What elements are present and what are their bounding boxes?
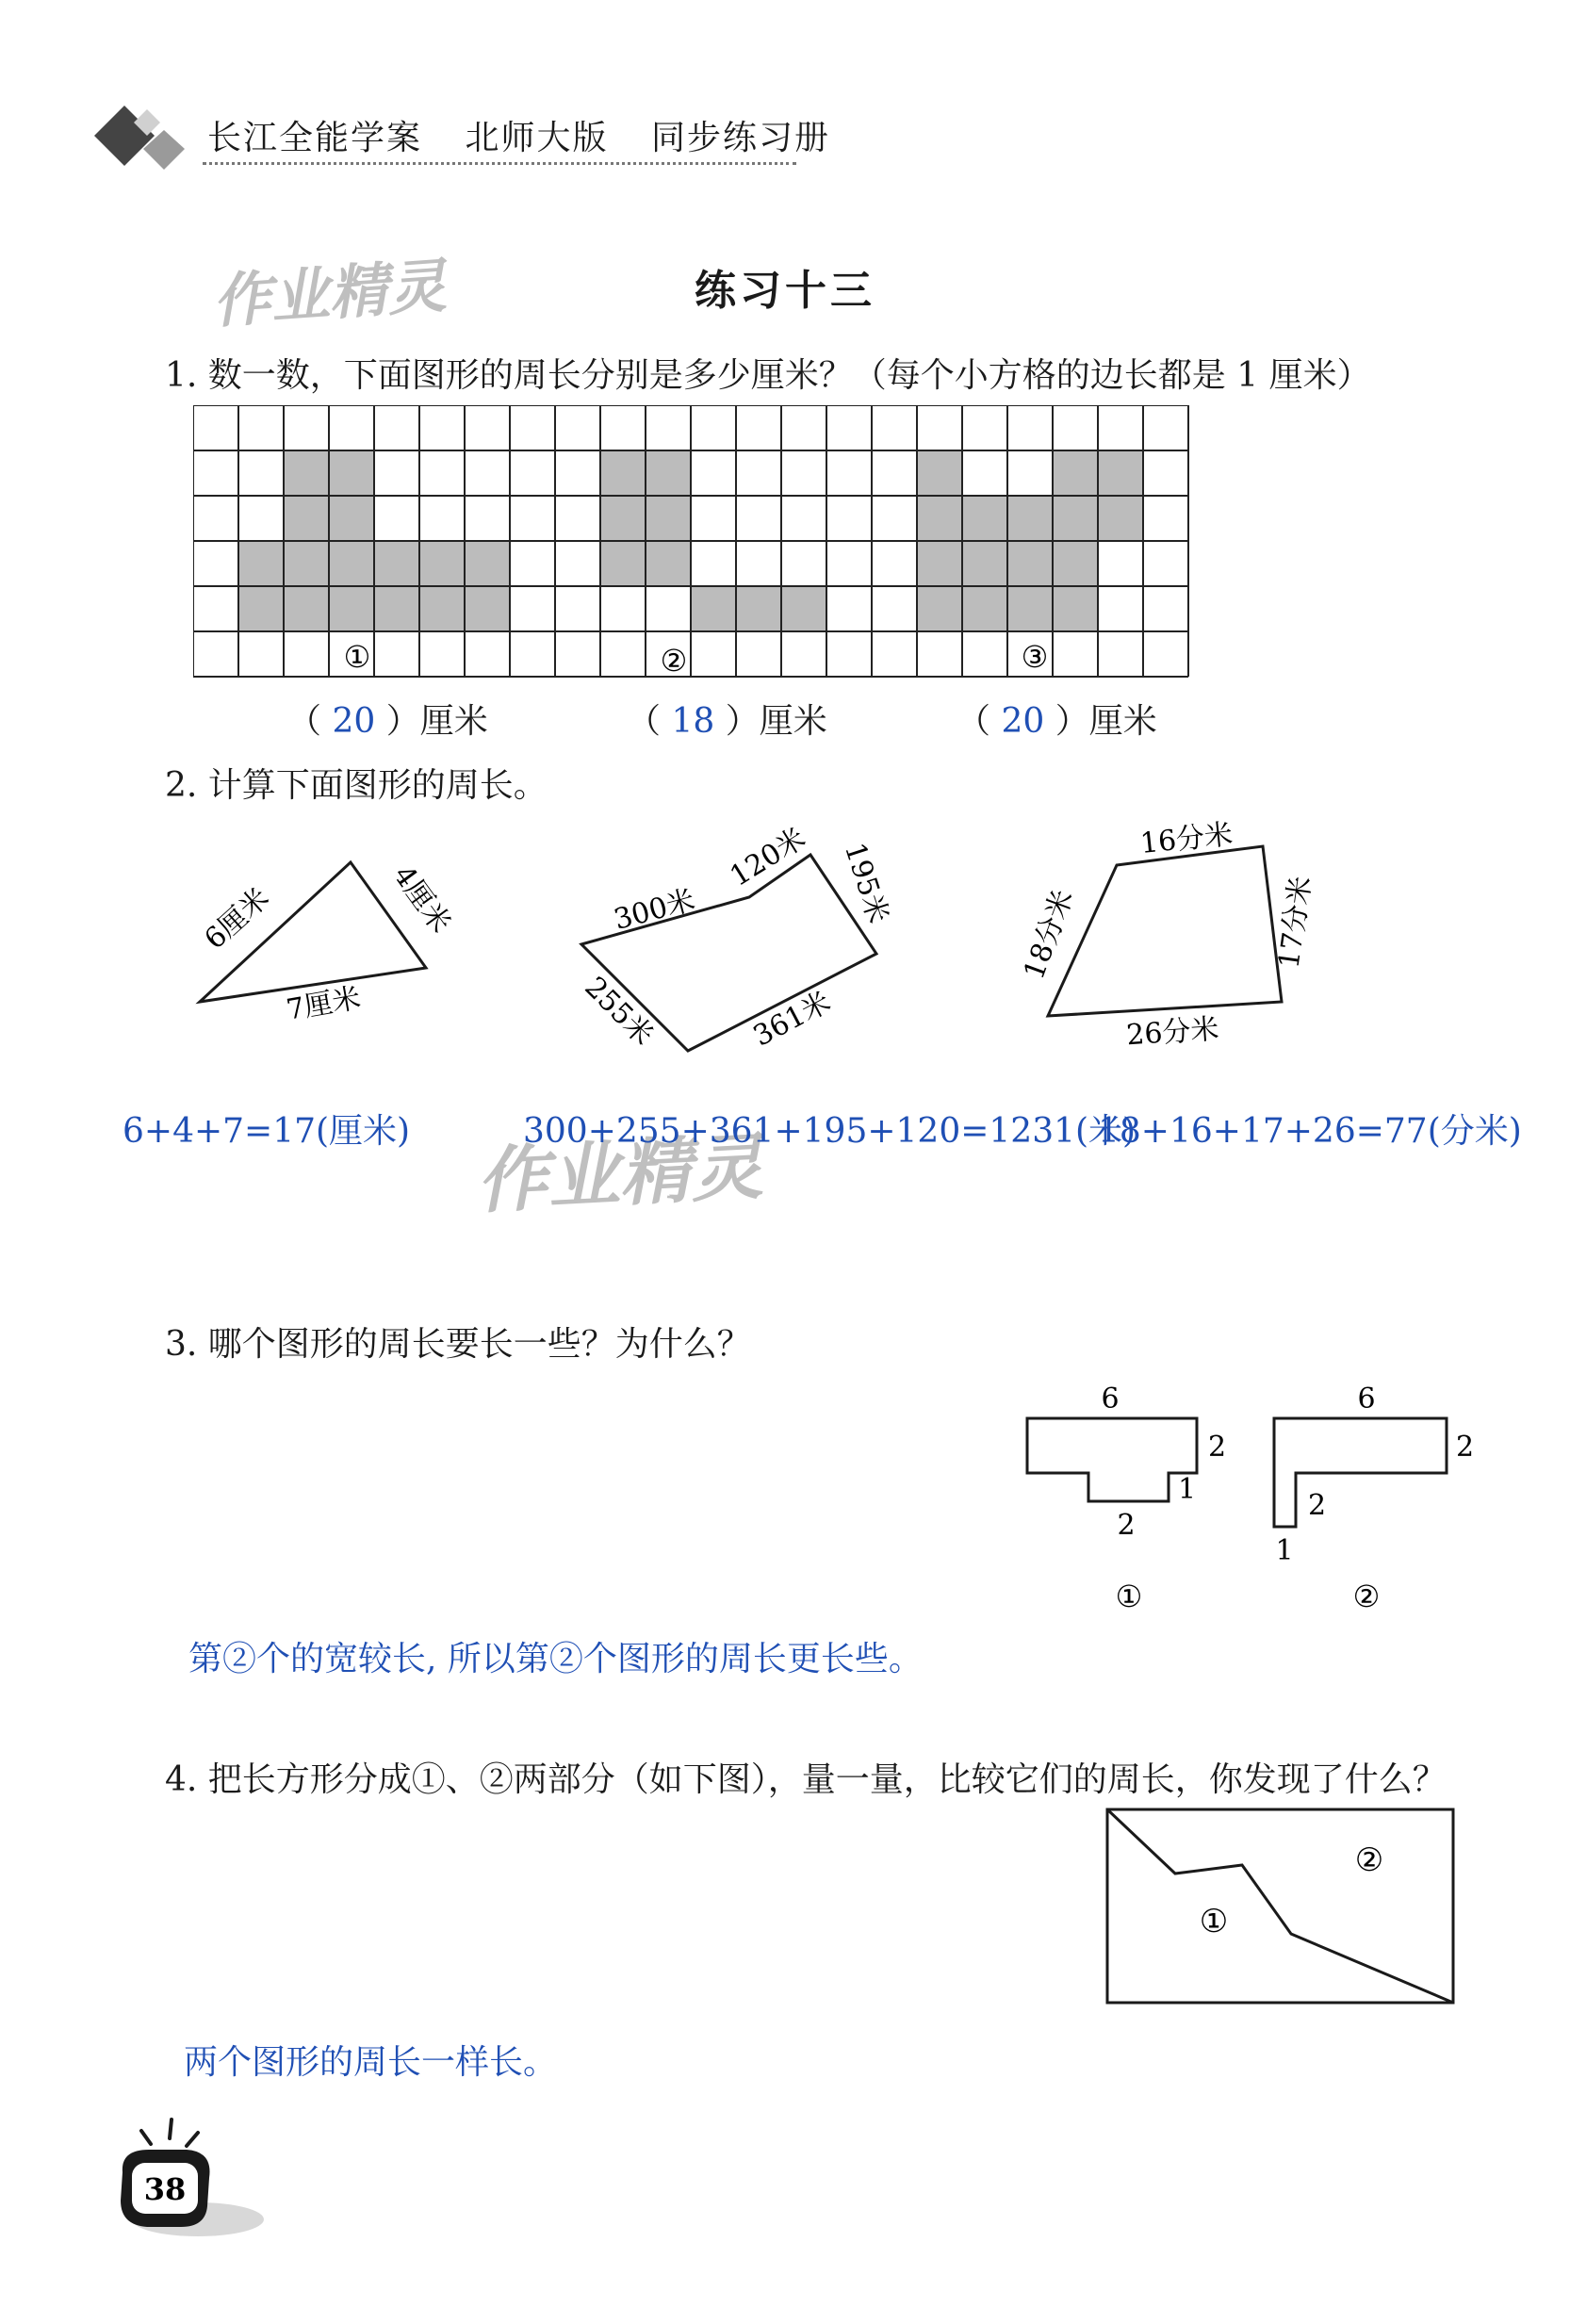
quad-side-bottom: 26分米 bbox=[1125, 1012, 1220, 1053]
triangle-figure bbox=[199, 859, 458, 1027]
header-edition: 北师大版 bbox=[465, 119, 609, 157]
triangle-side-a: 6厘米 bbox=[198, 881, 276, 957]
pentagon-side-3: 195米 bbox=[837, 839, 895, 927]
quad-side-right: 17分米 bbox=[1272, 874, 1318, 971]
q3-fig2-inner: 2 bbox=[1308, 1489, 1327, 1522]
diamond-icon bbox=[94, 106, 185, 170]
triangle-side-c: 7厘米 bbox=[284, 981, 364, 1027]
q3-figures bbox=[989, 1371, 1517, 1626]
q1-answer-2: （ 18 ）厘米 bbox=[627, 702, 827, 741]
q2-answer-2: 300+255+361+195+120=1231(米) bbox=[523, 1112, 1137, 1151]
pentagon-side-4: 361米 bbox=[747, 985, 837, 1054]
pentagon-side-1: 300米 bbox=[610, 883, 699, 938]
header-series: 同步练习册 bbox=[650, 119, 830, 157]
question-3-text: 3. 哪个图形的周长要长一些？为什么？ bbox=[165, 1325, 751, 1364]
q3-fig1-notch-width: 2 bbox=[1117, 1509, 1136, 1542]
q1-unit-3: 厘米 bbox=[1088, 702, 1157, 741]
q4-figure bbox=[1103, 1805, 1461, 2012]
quad-side-left: 18分米 bbox=[1017, 885, 1081, 984]
q1-answer-3-value: 20 bbox=[1001, 702, 1045, 741]
q1-answer-3: （ 20 ）厘米 bbox=[957, 702, 1157, 741]
q1-figure-1-label: ① bbox=[343, 639, 371, 675]
q3-fig1-label: ① bbox=[1115, 1579, 1143, 1614]
q3-fig1-top: 6 bbox=[1101, 1383, 1120, 1416]
q1-grid bbox=[193, 405, 1211, 690]
header-logo bbox=[87, 94, 200, 179]
q1-figure-3-label: ③ bbox=[1021, 639, 1049, 675]
q2-figures bbox=[0, 801, 1570, 1103]
q2-answer-3: 18+16+17+26=77(分米) bbox=[1098, 1112, 1522, 1151]
q2-answer-1: 6+4+7=17(厘米) bbox=[123, 1112, 411, 1151]
q3-fig2-right: 2 bbox=[1456, 1431, 1475, 1464]
q4-part-1: ① bbox=[1199, 1903, 1229, 1940]
q4-answer: 两个图形的周长一样长。 bbox=[184, 2043, 558, 2082]
quad-side-top: 16分米 bbox=[1138, 818, 1235, 861]
q1-unit-2: 厘米 bbox=[759, 702, 827, 741]
watermark-middle: 作业精灵 bbox=[474, 1124, 765, 1223]
header-book: 长江全能学案 bbox=[207, 119, 423, 157]
pentagon-side-2: 120米 bbox=[724, 821, 812, 893]
page-title: 练习十三 bbox=[695, 267, 875, 315]
pentagon-side-5: 255米 bbox=[578, 971, 660, 1053]
question-2-text: 2. 计算下面图形的周长。 bbox=[165, 766, 548, 805]
q1-answer-1: （ 20 ）厘米 bbox=[287, 702, 488, 741]
question-4-text: 4. 把长方形分成①、②两部分（如下图），量一量，比较它们的周长，你发现了什么？ bbox=[165, 1760, 1447, 1799]
q1-figure-2-label: ② bbox=[660, 643, 688, 679]
q1-answer-1-value: 20 bbox=[332, 702, 376, 741]
q1-answer-2-value: 18 bbox=[671, 702, 715, 741]
watermark-top: 作业精灵 bbox=[210, 251, 449, 336]
q1-unit-1: 厘米 bbox=[419, 702, 488, 741]
q3-fig1-notch-height: 1 bbox=[1178, 1473, 1197, 1506]
pentagon-figure bbox=[578, 822, 894, 1054]
q3-fig2-top: 6 bbox=[1357, 1383, 1376, 1416]
quadrilateral-figure bbox=[1018, 818, 1318, 1052]
question-1-text: 1. 数一数，下面图形的周长分别是多少厘米？（每个小方格的边长都是 1 厘米） bbox=[165, 356, 1371, 395]
q3-fig2-label: ② bbox=[1352, 1579, 1381, 1614]
grid-lines bbox=[193, 405, 1188, 677]
q3-fig2-bottom: 1 bbox=[1275, 1534, 1294, 1567]
q3-figure-1 bbox=[1027, 1383, 1226, 1614]
header-title bbox=[207, 111, 860, 159]
q3-answer: 第②个的宽较长, 所以第②个图形的周长更长些。 bbox=[188, 1640, 923, 1678]
sparkle-icon bbox=[141, 2119, 198, 2146]
triangle-side-b: 4厘米 bbox=[386, 859, 458, 940]
page-number: 38 bbox=[143, 2171, 187, 2207]
q3-fig1-right: 2 bbox=[1208, 1431, 1227, 1464]
header-rule bbox=[203, 162, 796, 165]
page-number-badge bbox=[94, 2106, 283, 2248]
q4-part-2: ② bbox=[1354, 1841, 1384, 1879]
q3-figure-2 bbox=[1274, 1383, 1474, 1614]
